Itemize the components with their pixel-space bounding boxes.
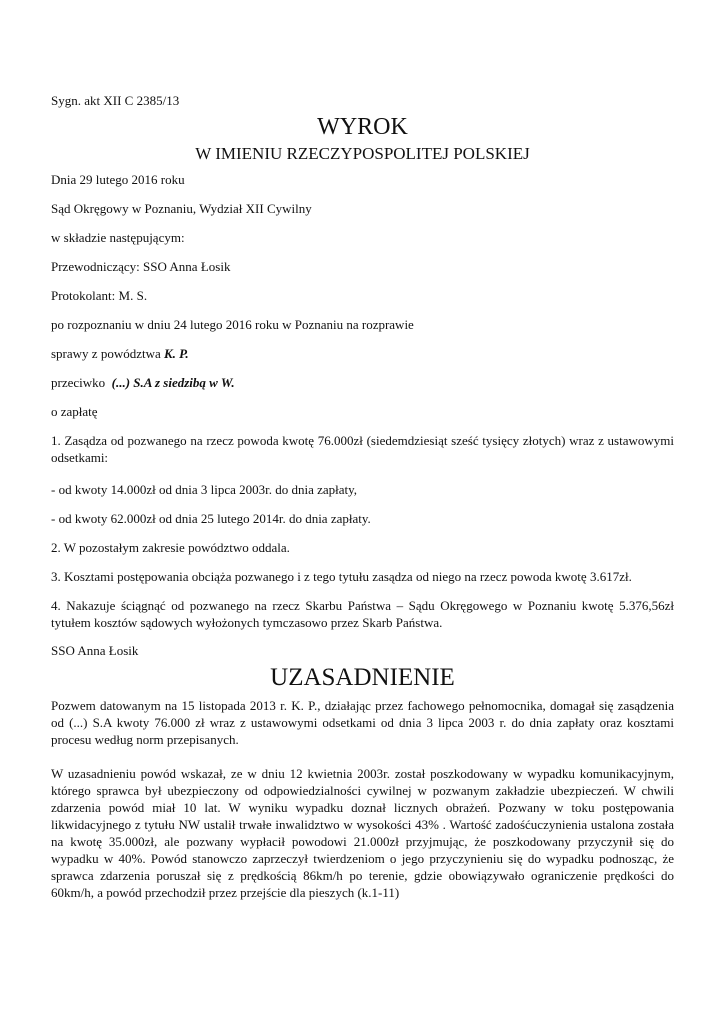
hearing-line: po rozpoznaniu w dniu 24 lutego 2016 roku w Poznaniu na rozprawie (51, 317, 414, 332)
case-number: Sygn. akt XII C 2385/13 (51, 93, 180, 108)
ruling-point-1b: - od kwoty 62.000zł od dnia 25 lutego 2014r. do dnia zapłaty. (51, 511, 371, 526)
composition-line: w składzie następującym: (51, 230, 185, 245)
ruling-point-4: 4. Nakazuje ściągnąć od pozwanego na rzecz Skarbu Państwa – Sądu Okręgowego w Poznaniu kwotę 5.376,56zł tytułem kosztów sądowych wyłożonych tymczasowo przez Skarb Państwa. (51, 598, 674, 630)
clerk-line: Protokolant: M. S. (51, 288, 148, 303)
ruling-point-2: 2. W pozostałym zakresie powództwo oddala. (51, 540, 290, 555)
defendant-name: (...) S.A z siedzibą w W. (111, 375, 235, 390)
against-line (51, 374, 674, 391)
judge-signature: SSO Anna Łosik (51, 643, 139, 658)
ruling-point-3: 3. Kosztami postępowania obciąża pozwanego i z tego tytułu zasądza od niego na rzecz powoda kwotę 3.617zł. (51, 569, 632, 584)
document-subtitle: W IMIENIU RZECZYPOSPOLITEJ POLSKIEJ (195, 144, 530, 163)
plaintiff-name: K. P. (164, 346, 189, 361)
document-title: WYROK (317, 114, 408, 140)
subject-line: o zapłatę (51, 404, 98, 419)
justification-paragraph-2: W uzasadnieniu powód wskazał, ze w dniu 12 kwietnia 2003r. został poszkodowany w wypadku komunikacyjnym, którego sprawca był ubezpieczony od odpowiedzialności cywilnej w pozwanym zakładzie ubezpieczeń. W chwili zdarzenia powód miał 10 lat. W wyniku wypadku doznał licznych obrażeń. Pozwany w toku postępowania likwidacyjnego z tytułu NW ustalił trwałe inwalidztwo w wysokości 43% . Wartość zadośćuczynienia ustalona została na kwotę 35.000zł, ale pozwany wypłacił powodowi 21.000zł przyjmując, że poszkodowany przyczynił się do wypadku w 40%. Powód stanowczo zaprzeczył twierdzeniom o jego przyczynieniu się do wypadku podnosząc, że sprawca zdarzenia poruszał się z prędkością 86km/h po terenie, gdzie obowiązywało ograniczenie prędkości do 60km/h, a powód przechodził przez przejście dla pieszych (k.1-11) (51, 766, 674, 900)
date-line: Dnia 29 lutego 2016 roku (51, 172, 185, 187)
claim-line (51, 345, 674, 362)
claim-prefix: sprawy z powództwa (51, 346, 164, 361)
ruling-point-1: 1. Zasądza od pozwanego na rzecz powoda kwotę 76.000zł (siedemdziesiąt sześć tysięcy złotych) wraz z ustawowymi odsetkami: (51, 433, 674, 465)
court-line: Sąd Okręgowy w Poznaniu, Wydział XII Cywilny (51, 201, 312, 216)
justification-title: UZASADNIENIE (270, 664, 455, 691)
against-prefix: przeciwko (51, 375, 112, 390)
justification-paragraph-1: Pozwem datowanym na 15 listopada 2013 r. K. P., działając przez fachowego pełnomocnika, domagał się zasądzenia od (...) S.A kwoty 76.000 zł wraz z ustawowymi odsetkami od dnia 3 lipca 2003 r. do dnia zapłaty oraz kosztami procesu według norm przepisanych. (51, 698, 674, 747)
ruling-point-1a: - od kwoty 14.000zł od dnia 3 lipca 2003r. do dnia zapłaty, (51, 482, 358, 497)
presiding-judge-line: Przewodniczący: SSO Anna Łosik (51, 259, 231, 274)
